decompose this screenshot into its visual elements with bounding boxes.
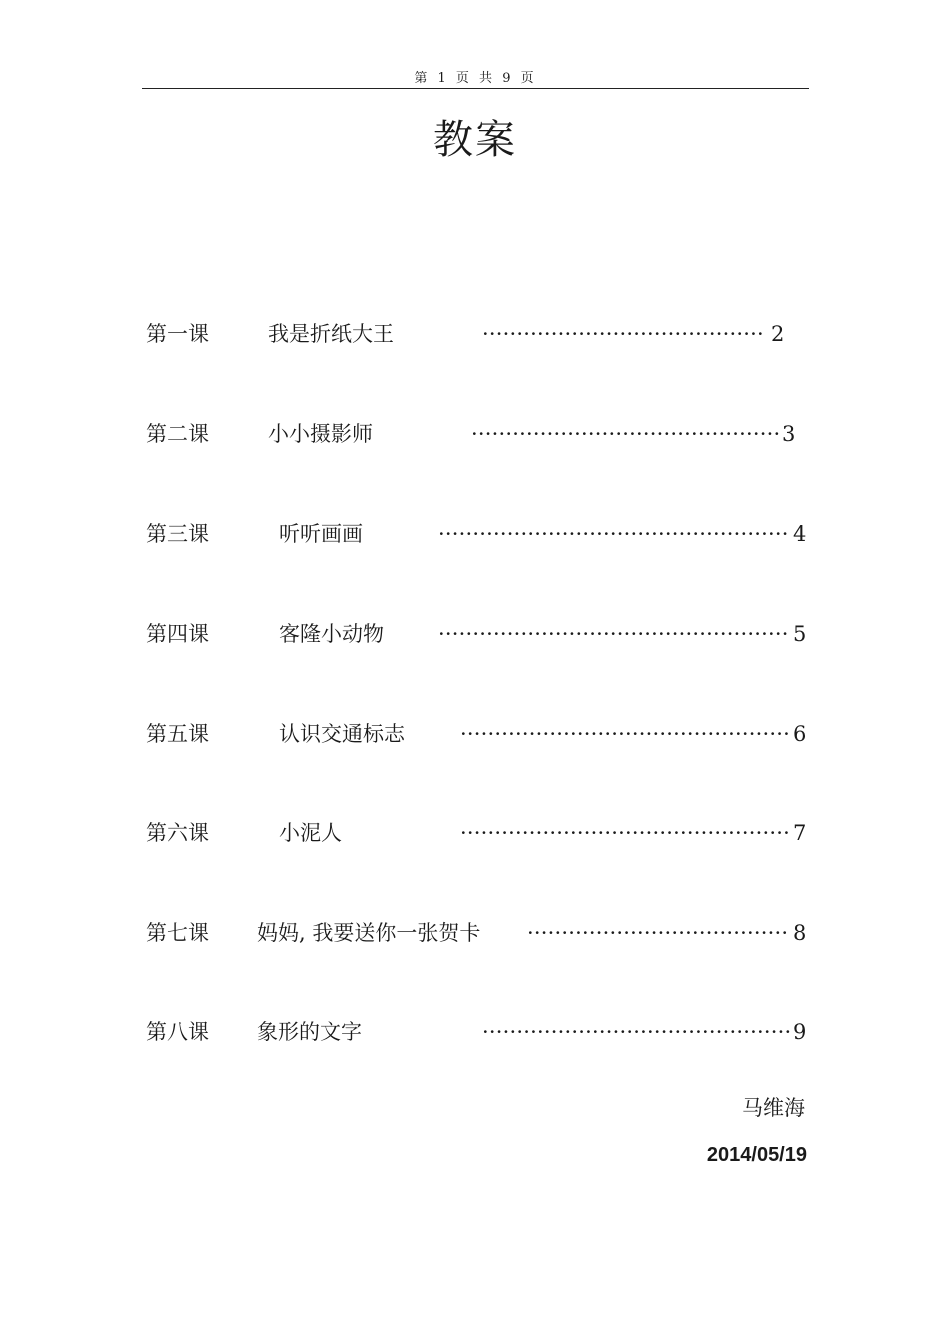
toc-leader-dots: ············································· (482, 1020, 792, 1044)
toc-lesson-number: 第一课 (146, 322, 209, 346)
toc-lesson-name: 小泥人 (279, 821, 342, 845)
toc-lesson-name: 象形的文字 (257, 1020, 362, 1044)
toc-page-number: 7 (793, 821, 807, 845)
toc-leader-dots: ······································ (527, 921, 789, 945)
toc-entry (0, 519, 950, 549)
toc-leader-dots: ················································ (460, 821, 791, 845)
toc-lesson-number: 第七课 (146, 921, 209, 945)
toc-leader-dots: ··················································· (438, 522, 789, 546)
toc-page-number: 5 (793, 622, 807, 646)
toc-entry (0, 918, 950, 948)
toc-lesson-name: 客隆小动物 (279, 622, 384, 646)
toc-lesson-number: 第六课 (146, 821, 209, 845)
toc-entry (0, 619, 950, 649)
toc-lesson-name: 妈妈, 我要送你一张贺卡 (257, 921, 481, 945)
toc-entry (0, 1017, 950, 1047)
page-indicator: 第 1 页 共 9 页 (414, 71, 537, 86)
toc-lesson-name: 我是折纸大王 (268, 322, 394, 346)
toc-lesson-number: 第五课 (146, 722, 209, 746)
toc-page-number: 3 (782, 422, 796, 446)
toc-page-number: 4 (793, 522, 807, 546)
toc-lesson-name: 听听画画 (279, 522, 363, 546)
document-date: 2014/05/19 (706, 1144, 807, 1166)
toc-entry (0, 319, 950, 349)
toc-lesson-name: 认识交通标志 (279, 722, 405, 746)
toc-entry (0, 419, 950, 449)
toc-leader-dots: ················································ (460, 722, 791, 746)
document-title: 教案 (433, 117, 517, 163)
toc-leader-dots: ··················································· (438, 622, 789, 646)
author-name: 马维海 (742, 1096, 805, 1120)
toc-page-number: 8 (793, 921, 807, 945)
toc-page-number: 6 (793, 722, 807, 746)
toc-leader-dots: ········································· (482, 322, 764, 346)
toc-entry (0, 818, 950, 848)
toc-lesson-number: 第八课 (146, 1020, 209, 1044)
toc-lesson-number: 第三课 (146, 522, 209, 546)
toc-page-number: 9 (793, 1020, 807, 1044)
toc-lesson-number: 第四课 (146, 622, 209, 646)
toc-entry (0, 719, 950, 749)
toc-leader-dots: ············································· (471, 422, 781, 446)
toc-lesson-number: 第二课 (146, 422, 209, 446)
toc-lesson-name: 小小摄影师 (268, 422, 373, 446)
toc-page-number: 2 (771, 322, 785, 346)
